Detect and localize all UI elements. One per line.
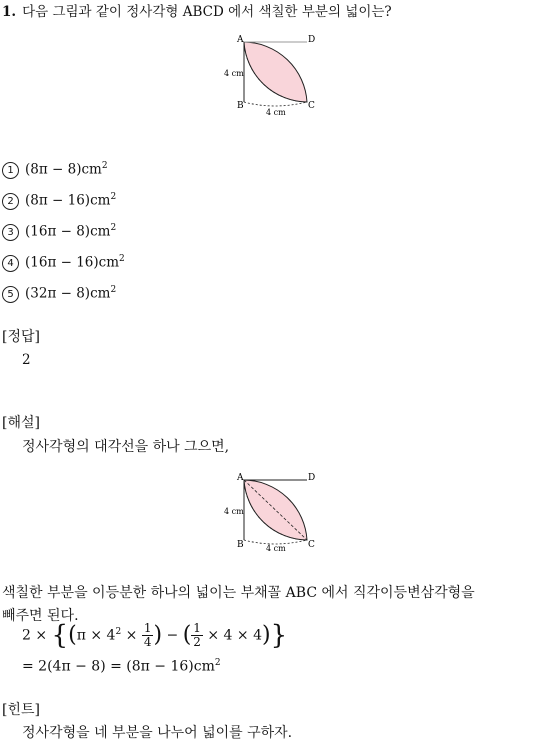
question-number: 1. — [2, 4, 17, 20]
choice-1-expr: (8π − 8)cm — [25, 161, 102, 178]
math-line-1 — [22, 622, 287, 649]
choice-4[interactable] — [2, 254, 125, 272]
choice-2-expr: (8π − 16)cm — [25, 192, 111, 209]
choice-4-expr: (16π − 16)cm — [25, 254, 120, 271]
choice-3-expr: (16π − 8)cm — [25, 223, 111, 240]
choice-4-mark: 4 — [2, 255, 19, 272]
label-side-left-2: 4 cm — [224, 507, 244, 516]
choice-3-mark: 3 — [2, 224, 19, 241]
choice-5[interactable] — [2, 285, 116, 303]
explanation-line2: 빼주면 된다. — [2, 608, 79, 624]
shaded-lens-2 — [244, 480, 307, 540]
label-b-2: B — [237, 540, 244, 550]
label-b: B — [237, 101, 244, 111]
label-a-2: A — [237, 473, 244, 483]
choice-2-exp: 2 — [110, 192, 117, 202]
paren-close-2-icon: ) — [262, 622, 271, 648]
choice-1-exp: 2 — [101, 161, 108, 171]
math-result-exp: 2 — [214, 658, 221, 668]
choice-5-expr: (32π − 8)cm — [25, 285, 111, 302]
math-line-2 — [22, 658, 221, 675]
choice-5-exp: 2 — [110, 285, 117, 295]
label-a: A — [237, 35, 244, 45]
label-side-bottom: 4 cm — [266, 108, 286, 117]
fraction-2: $\frac{1}{2}$ — [193, 621, 201, 649]
explanation-heading: [해설] — [2, 415, 40, 431]
square-figure — [224, 32, 324, 118]
label-side-bottom-2: 4 cm — [266, 544, 286, 553]
answer-heading: [정답] — [2, 329, 40, 345]
answer-value: 2 — [22, 352, 31, 368]
label-d-2: D — [308, 473, 316, 483]
question — [2, 0, 392, 20]
label-d: D — [308, 35, 316, 45]
explanation-intro: 정사각형의 대각선을 하나 그으면, — [22, 439, 230, 455]
fraction-1: $\frac{1}{4}$ — [143, 621, 152, 649]
paren-close-icon: ) — [153, 622, 163, 648]
label-side-left: 4 cm — [224, 69, 244, 78]
math-result: = 2(4π − 8) = (8π − 16)cm — [22, 658, 215, 675]
choice-1-mark: 1 — [2, 162, 19, 179]
math-lead: 2 × — [22, 627, 48, 644]
math-times: × — [125, 627, 138, 644]
brace-close-icon: } — [270, 620, 288, 651]
math-minus: − — [166, 627, 179, 644]
hint-heading: [힌트] — [2, 702, 40, 718]
choice-1[interactable] — [2, 161, 108, 179]
choice-2-mark: 2 — [2, 193, 19, 210]
choice-2[interactable] — [2, 192, 116, 210]
math-term-1-exp: 2 — [115, 626, 122, 637]
brace-open-icon: { — [51, 620, 69, 651]
choice-5-mark: 5 — [2, 286, 19, 303]
math-term-3: × 4 × 4 — [207, 627, 263, 644]
shaded-lens — [244, 42, 307, 102]
choice-4-exp: 2 — [119, 254, 125, 264]
label-c: C — [308, 101, 315, 111]
math-term-1: π × 4 — [76, 627, 116, 644]
question-text: 다음 그림과 같이 정사각형 ABCD 에서 색칠한 부분의 넓이는? — [22, 4, 392, 20]
square-figure-diagonal — [224, 470, 324, 556]
explanation-line1: 색칠한 부분을 이등분한 하나의 넓이는 부채꼴 ABC 에서 직각이등변삼각형을 — [2, 585, 475, 601]
choice-3[interactable] — [2, 223, 116, 241]
hint-text: 정사각형을 네 부분을 나누어 넓이를 구하자. — [22, 725, 293, 741]
paren-open-2-icon: ( — [182, 622, 192, 648]
paren-open-icon: ( — [68, 622, 77, 648]
choice-3-exp: 2 — [110, 223, 117, 233]
label-c-2: C — [308, 540, 315, 550]
